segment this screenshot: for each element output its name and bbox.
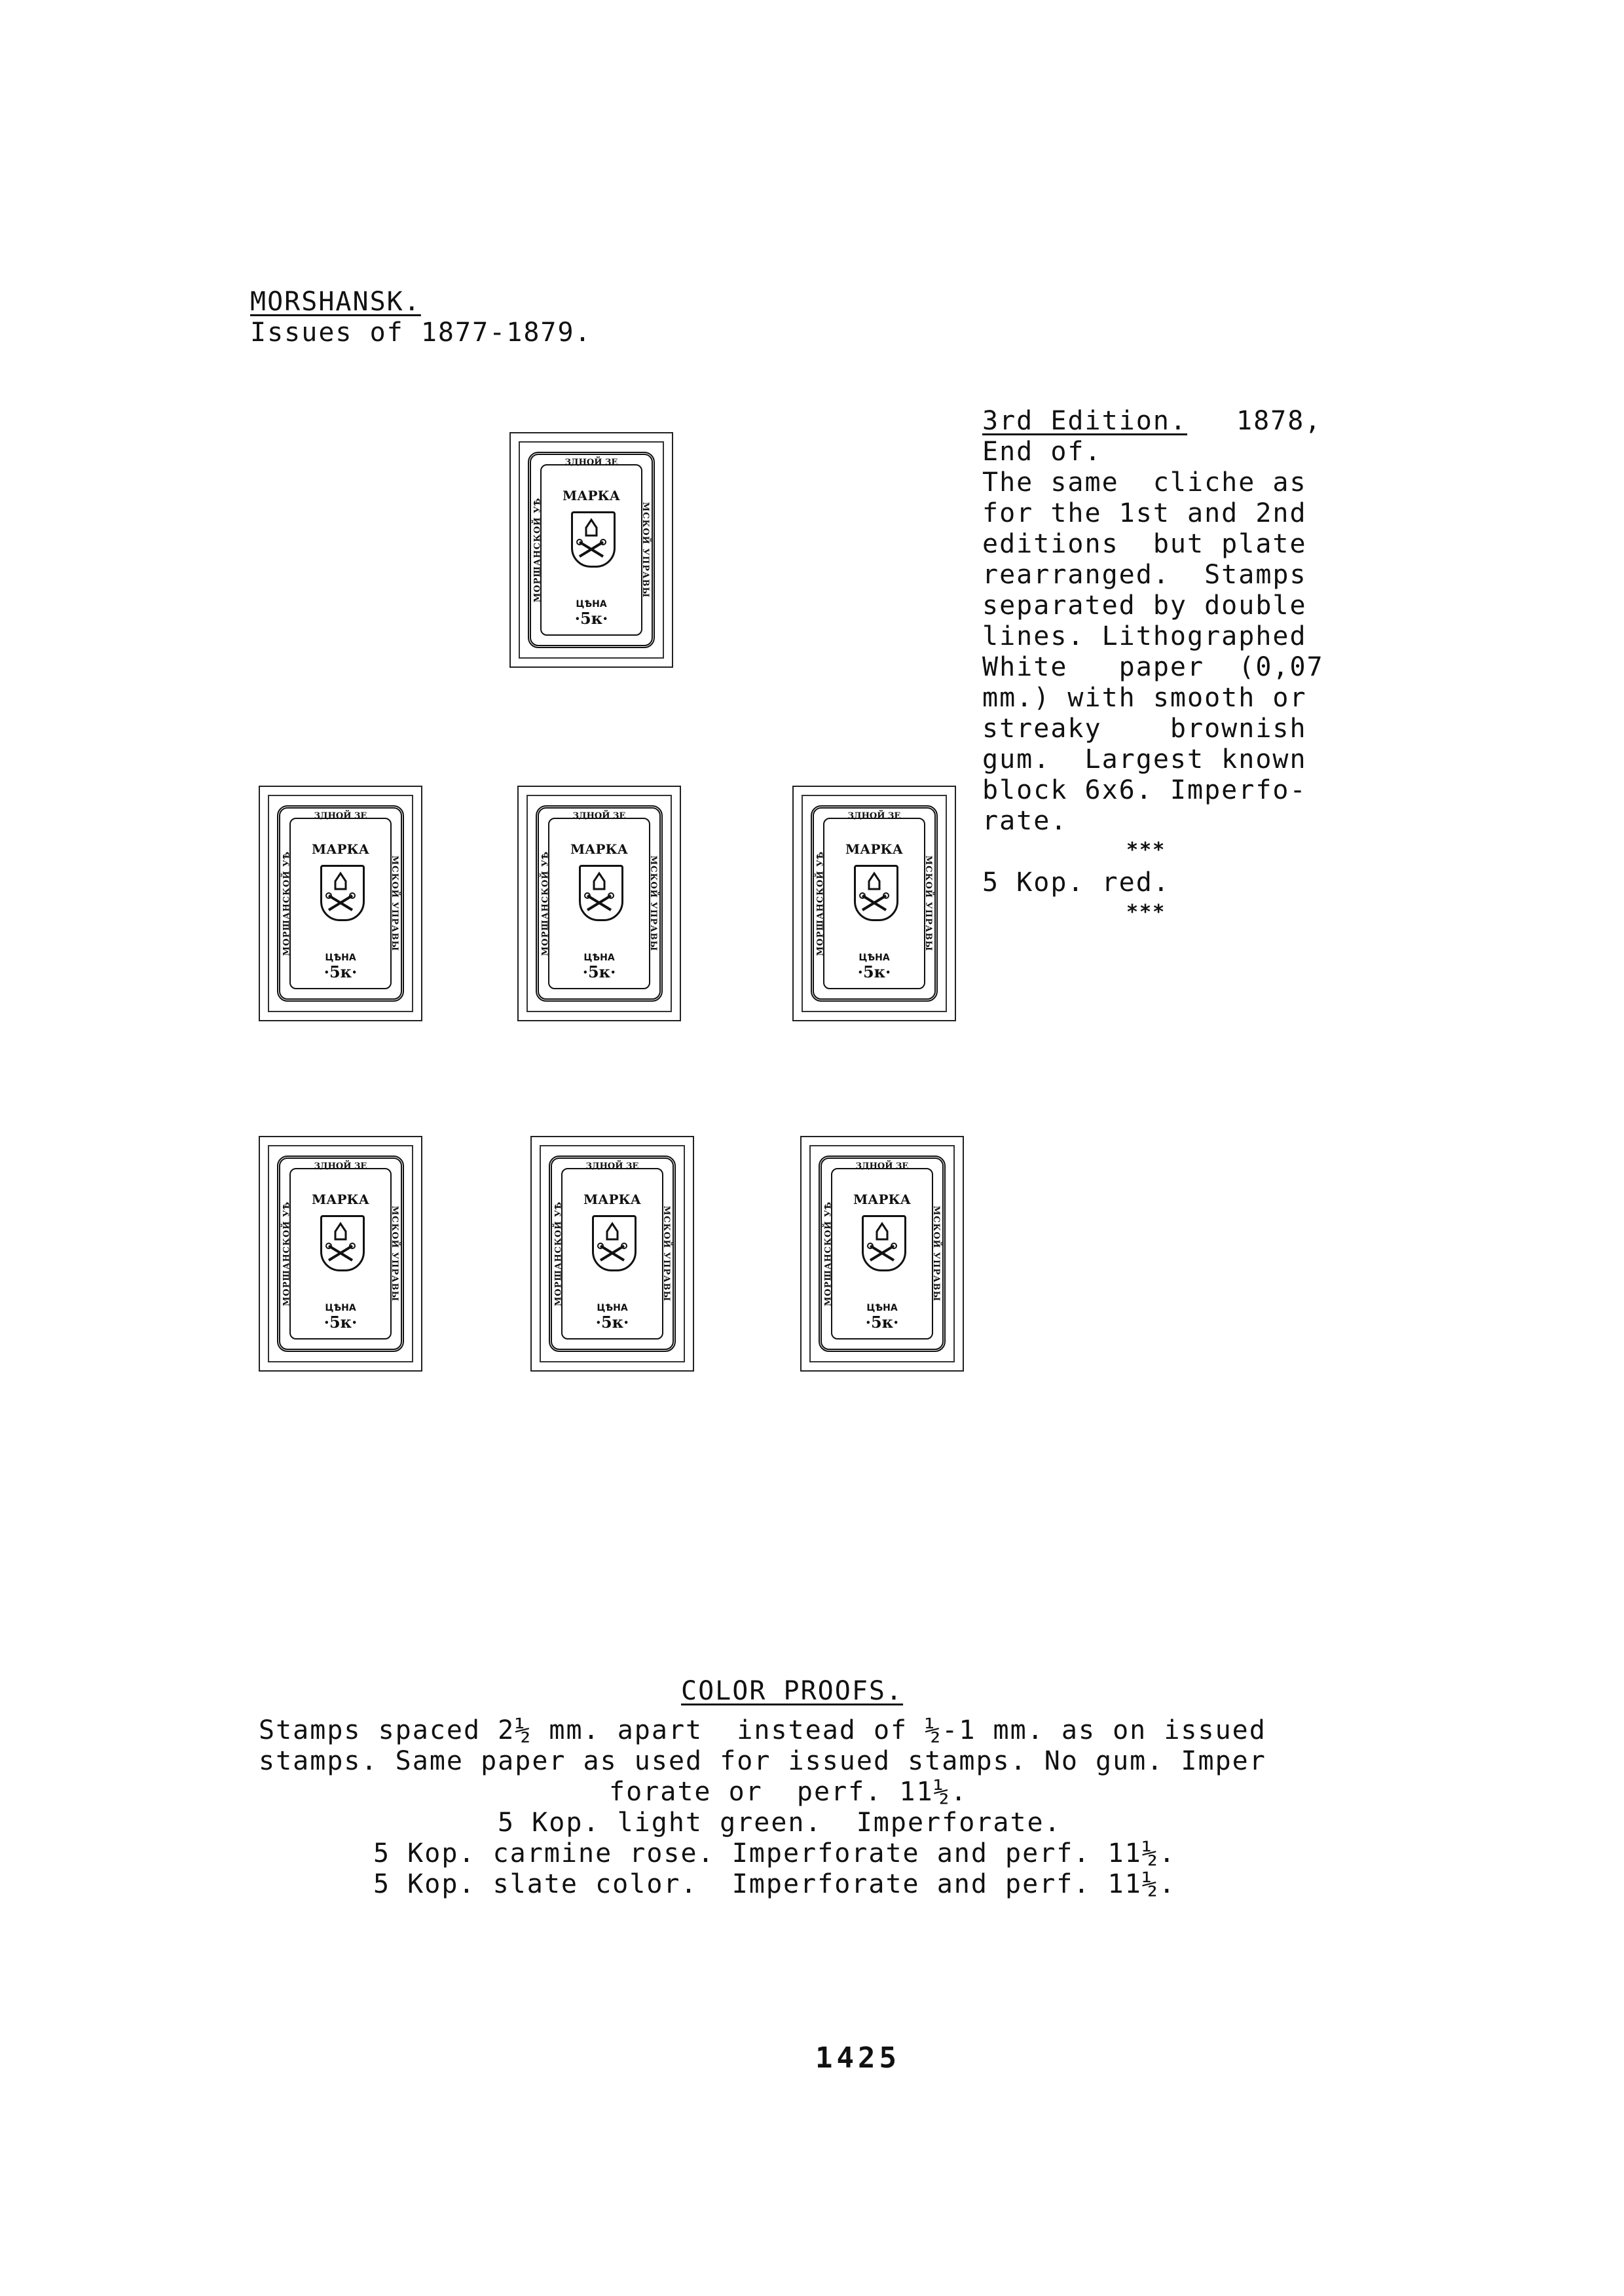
color-proofs-line: Stamps spaced 2½ mm. apart instead of ½-1 mm. as on issued bbox=[259, 1715, 1266, 1745]
stamp-right-text: МСКОЙ УПРАВЫ bbox=[640, 501, 650, 598]
edition-line: White paper (0,07 bbox=[982, 652, 1324, 682]
coat-of-arms-icon bbox=[854, 865, 898, 921]
stamp-value: ·5к· bbox=[323, 962, 358, 981]
coat-of-arms-icon bbox=[592, 1215, 637, 1271]
stamp-price-label: ЦѢНА bbox=[866, 1303, 898, 1313]
stamp-frame bbox=[277, 1156, 404, 1352]
stamp-value: ·5к· bbox=[323, 1313, 358, 1332]
stamp-value: ·5к· bbox=[595, 1313, 629, 1332]
edition-line: End of. bbox=[982, 437, 1102, 467]
stamp-left-text: МОРШАНСКОЙ УѢ bbox=[532, 497, 543, 603]
stamp-marka: МАРКА bbox=[563, 488, 620, 503]
stamp-value: ·5к· bbox=[582, 962, 616, 981]
stamp-image bbox=[259, 1136, 422, 1372]
page-number: 1425 bbox=[815, 2041, 900, 2075]
stamp-top-text: ЗДНОЙ ЗЕ bbox=[585, 1161, 639, 1171]
stamp-marka: МАРКА bbox=[570, 841, 628, 857]
edition-line: editions but plate bbox=[982, 529, 1307, 559]
color-proofs-line: 5 Kop. light green. Imperforate. bbox=[498, 1808, 1061, 1838]
stamp-inner-frame bbox=[540, 464, 642, 636]
stamp-right-text: МСКОЙ УПРАВЫ bbox=[923, 855, 933, 952]
stamp-frame bbox=[819, 1156, 946, 1352]
stamp-image bbox=[792, 786, 956, 1021]
coat-of-arms-icon bbox=[579, 865, 623, 921]
stamp-price-label: ЦѢНА bbox=[325, 953, 356, 963]
stamp-image bbox=[517, 786, 681, 1021]
stamp-value: ·5к· bbox=[857, 962, 891, 981]
coat-of-arms-icon bbox=[862, 1215, 906, 1271]
edition-line: rate. bbox=[982, 806, 1068, 836]
stamp-top-text: ЗДНОЙ ЗЕ bbox=[847, 811, 901, 821]
edition-line: for the 1st and 2nd bbox=[982, 498, 1307, 528]
color-proofs-line: forate or perf. 11½. bbox=[609, 1777, 968, 1807]
page-title: MORSHANSK. bbox=[250, 287, 421, 317]
stamp-left-text: МОРШАНСКОЙ УѢ bbox=[282, 1201, 292, 1307]
stamp-image bbox=[800, 1136, 964, 1372]
color-proofs-line: 5 Kop. carmine rose. Imperforate and perf. 11½. bbox=[373, 1838, 1176, 1868]
stamp-inner-frame bbox=[831, 1168, 933, 1339]
stamp-inner-frame bbox=[289, 818, 392, 989]
stamp-marka: МАРКА bbox=[583, 1192, 641, 1207]
stamp-price-label: ЦѢНА bbox=[325, 1303, 356, 1313]
edition-value: 5 Kop. red. bbox=[982, 867, 1170, 898]
stamp-right-text: МСКОЙ УПРАВЫ bbox=[389, 855, 399, 952]
stamp-left-text: МОРШАНСКОЙ УѢ bbox=[282, 850, 292, 957]
stamp-image bbox=[259, 786, 422, 1021]
color-proofs-heading: COLOR PROOFS. bbox=[681, 1676, 904, 1706]
edition-line: streaky brownish bbox=[982, 714, 1307, 744]
edition-line: block 6x6. Imperfo- bbox=[982, 775, 1307, 805]
edition-line: mm.) with smooth or bbox=[982, 683, 1307, 713]
stamp-right-text: МСКОЙ УПРАВЫ bbox=[648, 855, 658, 952]
edition-line: gum. Largest known bbox=[982, 744, 1307, 774]
stamp-value: ·5к· bbox=[574, 609, 608, 628]
color-proofs-line: stamps. Same paper as used for issued stamps. No gum. Imper bbox=[259, 1746, 1266, 1776]
edition-line: separated by double bbox=[982, 591, 1307, 621]
stamp-price-label: ЦѢНА bbox=[576, 599, 607, 610]
stamp-top-text: ЗДНОЙ ЗЕ bbox=[314, 1161, 367, 1171]
stamp-inner-frame bbox=[289, 1168, 392, 1339]
stamp-marka: МАРКА bbox=[312, 841, 369, 857]
stamp-left-text: МОРШАНСКОЙ УѢ bbox=[823, 1201, 834, 1307]
edition-line: The same cliche as bbox=[982, 467, 1307, 498]
stamp-inner-frame bbox=[823, 818, 925, 989]
stamp-left-text: МОРШАНСКОЙ УѢ bbox=[553, 1201, 564, 1307]
page-subtitle: Issues of 1877-1879. bbox=[250, 318, 592, 348]
coat-of-arms-icon bbox=[320, 865, 365, 921]
stamp-frame bbox=[549, 1156, 676, 1352]
stamp-marka: МАРКА bbox=[853, 1192, 911, 1207]
stamp-inner-frame bbox=[561, 1168, 663, 1339]
stamp-image bbox=[509, 432, 673, 668]
separator-stars: *** bbox=[1126, 901, 1166, 924]
stamp-left-text: МОРШАНСКОЙ УѢ bbox=[540, 850, 551, 957]
edition-heading: 3rd Edition. bbox=[982, 406, 1187, 436]
stamp-marka: МАРКА bbox=[845, 841, 903, 857]
stamp-top-text: ЗДНОЙ ЗЕ bbox=[564, 458, 618, 467]
stamp-top-text: ЗДНОЙ ЗЕ bbox=[314, 811, 367, 821]
stamp-frame bbox=[528, 452, 655, 648]
separator-stars: *** bbox=[1126, 839, 1166, 862]
stamp-right-text: МСКОЙ УПРАВЫ bbox=[389, 1205, 399, 1302]
stamp-top-text: ЗДНОЙ ЗЕ bbox=[855, 1161, 909, 1171]
stamp-price-label: ЦѢНА bbox=[858, 953, 890, 963]
stamp-left-text: МОРШАНСКОЙ УѢ bbox=[815, 850, 826, 957]
stamp-frame bbox=[536, 805, 663, 1002]
coat-of-arms-icon bbox=[320, 1215, 365, 1271]
stamp-image bbox=[530, 1136, 694, 1372]
stamp-price-label: ЦѢНА bbox=[583, 953, 615, 963]
coat-of-arms-icon bbox=[571, 511, 616, 568]
stamp-right-text: МСКОЙ УПРАВЫ bbox=[661, 1205, 671, 1302]
stamp-value: ·5к· bbox=[865, 1313, 899, 1332]
color-proofs-line: 5 Kop. slate color. Imperforate and perf. 11½. bbox=[373, 1869, 1176, 1899]
stamp-marka: МАРКА bbox=[312, 1192, 369, 1207]
stamp-frame bbox=[811, 805, 938, 1002]
edition-line: lines. Lithographed bbox=[982, 621, 1307, 651]
edition-line: rearranged. Stamps bbox=[982, 560, 1307, 590]
stamp-inner-frame bbox=[548, 818, 650, 989]
edition-date: 1878, bbox=[1236, 406, 1322, 436]
stamp-frame bbox=[277, 805, 404, 1002]
stamp-top-text: ЗДНОЙ ЗЕ bbox=[572, 811, 626, 821]
stamp-right-text: МСКОЙ УПРАВЫ bbox=[931, 1205, 941, 1302]
stamp-price-label: ЦѢНА bbox=[597, 1303, 628, 1313]
